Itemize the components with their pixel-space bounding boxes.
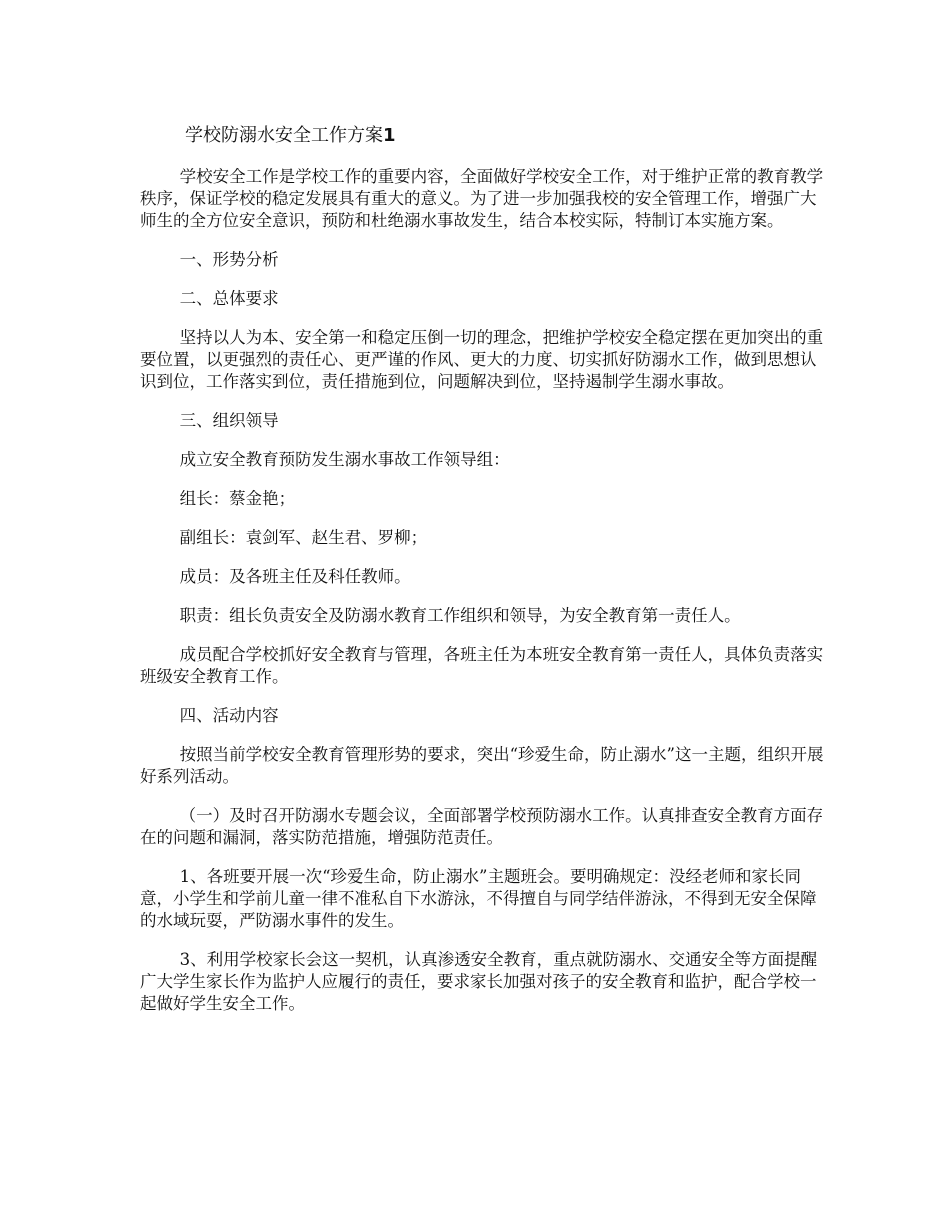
paragraph-activity-class-meeting: 1、各班要开展一次“珍爱生命，防止溺水”主题班会。要明确规定：没经老师和家长同意，小学生和学前儿童一律不准私自下水游泳，不得擅自与同学结伴游泳，不得到无安全保障的水域玩耍，严防溺水事件的发生。 xyxy=(140,867,817,930)
paragraph-intro: 学校安全工作是学校工作的重要内容，全面做好学校安全工作，对于维护正常的教育教学秩序，保证学校的稳定发展具有重大的意义。为了进一步加强我校的安全管理工作，增强广大师生的全方位安全意识，预防和杜绝溺水事故发生，结合本校实际，特制订本实施方案。 xyxy=(140,167,824,230)
paragraph-activity-meeting: （一）及时召开防溺水专题会议，全面部署学校预防溺水工作。认真排查安全教育方面存在的问题和漏洞，落实防范措施，增强防范责任。 xyxy=(140,806,824,847)
paragraph-members: 成员：及各班主任及科任教师。 xyxy=(179,567,411,586)
title-text: 学校防溺水安全工作方案 xyxy=(185,125,383,146)
section-heading-activities: 四、活动内容 xyxy=(179,706,279,725)
title-number: 1 xyxy=(383,125,396,146)
paragraph-duties: 职责：组长负责安全及防溺水教育工作组织和领导，为安全教育第一责任人。 xyxy=(179,606,741,625)
section-heading-requirements: 二、总体要求 xyxy=(179,289,279,308)
paragraph-activities-theme: 按照当前学校安全教育管理形势的要求，突出“珍爱生命，防止溺水”这一主题，组织开展好系列活动。 xyxy=(140,745,824,786)
document-body xyxy=(140,166,825,1032)
paragraph-member-duties: 成员配合学校抓好安全教育与管理，各班主任为本班安全教育第一责任人，具体负责落实班级安全教育工作。 xyxy=(140,645,824,686)
paragraph-group-leader: 组长：蔡金艳； xyxy=(179,489,296,508)
section-heading-situation: 一、形势分析 xyxy=(179,250,279,269)
document-title xyxy=(185,124,396,148)
paragraph-requirements: 坚持以人为本、安全第一和稳定压倒一切的理念，把维护学校安全稳定摆在更加突出的重要位置，以更强烈的责任心、更严谨的作风、更大的力度、切实抓好防溺水工作，做到思想认识到位，工作落实到位，责任措施到位，问题解决到位，坚持遏制学生溺水事故。 xyxy=(140,328,824,391)
paragraph-deputy-leaders: 副组长：袁剑军、赵生君、罗柳； xyxy=(179,528,428,547)
section-heading-leadership: 三、组织领导 xyxy=(179,411,279,430)
paragraph-activity-parents: 3、利用学校家长会这一契机，认真渗透安全教育，重点就防溺水、交通安全等方面提醒广大学生家长作为监护人应履行的责任，要求家长加强对孩子的安全教育和监护，配合学校一起做好学生安全工作。 xyxy=(140,950,818,1013)
paragraph-leadership-group: 成立安全教育预防发生溺水事故工作领导组： xyxy=(179,450,510,469)
